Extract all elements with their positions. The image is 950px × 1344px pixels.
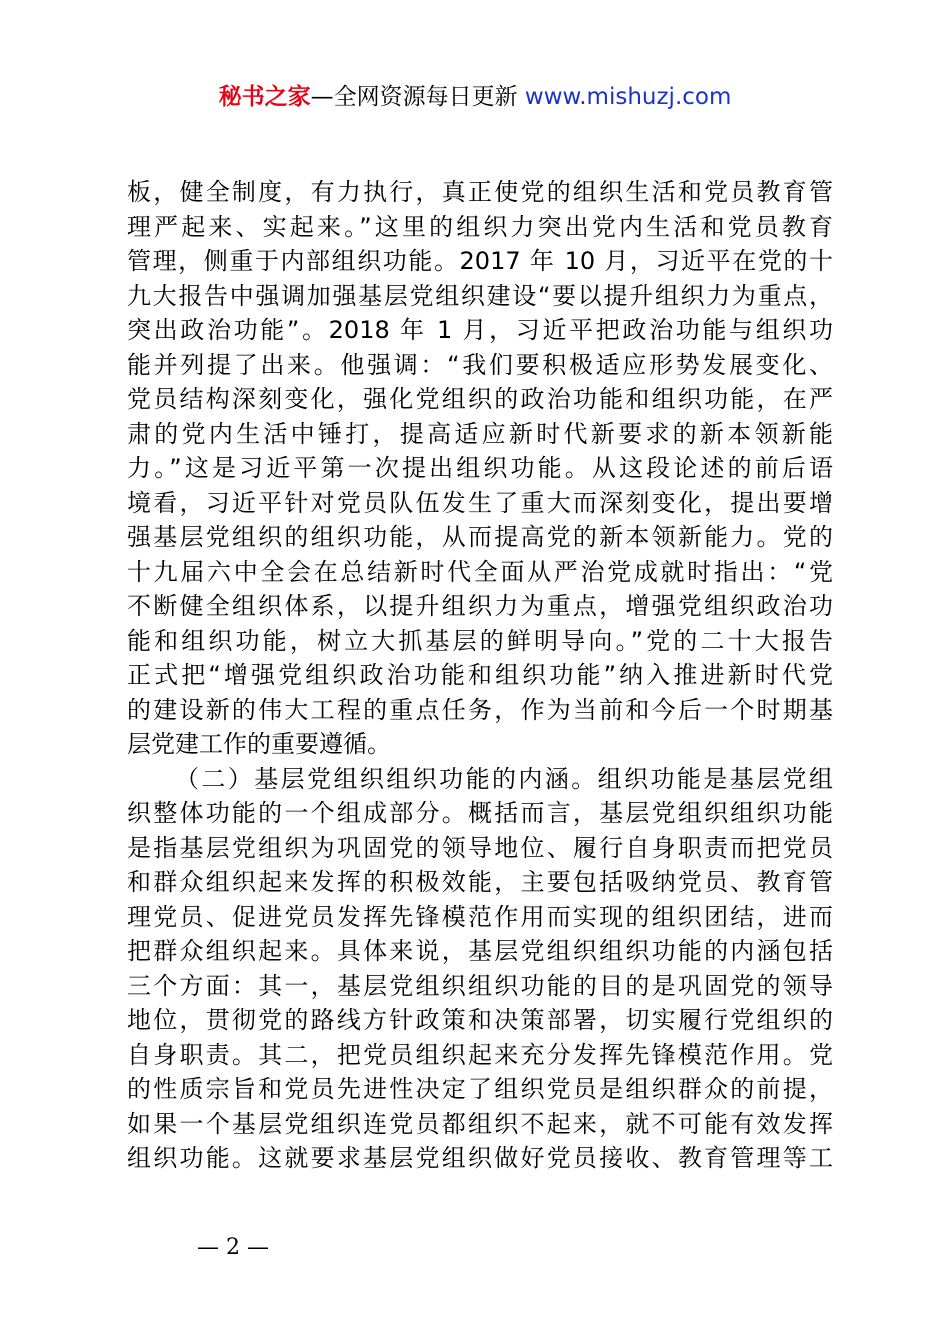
section-heading-line: （二）基层党组织组织功能的内涵。组织功能是基层党组: [175, 764, 833, 793]
text-line: 能和组织功能，树立大抓基层的鲜明导向。”党的二十大报告: [127, 626, 833, 655]
text-line: 板，健全制度，有力执行，真正使党的组织生活和党员教育管: [127, 178, 833, 206]
text-line: 强基层党组织的组织功能，从而提高党的新本领新能力。党的: [127, 523, 833, 551]
text-line: 自身职责。其二，把党员组织起来充分发挥先锋模范作用。党: [127, 1040, 833, 1069]
text-line: 是指基层党组织为巩固党的领导地位、履行自身职责而把党员: [127, 833, 833, 862]
text-line: 把群众组织起来。具体来说，基层党组织组织功能的内涵包括: [127, 937, 833, 965]
brand-name: 秘书之家: [218, 84, 311, 110]
text-line: 地位，贯彻党的路线方针政策和决策部署，切实履行党组织的: [127, 1006, 833, 1034]
page-number: — 2 —: [197, 1235, 269, 1260]
text-line: 十九届六中全会在总结新时代全面从严治党成就时指出：“党: [127, 557, 833, 586]
text-line: 肃的党内生活中锤打，提高适应新时代新要求的新本领新能: [127, 419, 833, 448]
text-line: 组织功能。这就要求基层党组织做好党员接收、教育管理等工: [127, 1144, 833, 1172]
text-line: 能并列提了出来。他强调：“我们要积极适应形势发展变化、: [127, 350, 833, 379]
text-line: 和群众组织起来发挥的积极效能，主要包括吸纳党员、教育管: [127, 868, 833, 896]
text-line: 突出政治功能”。2018 年 1 月，习近平把政治功能与组织功: [127, 316, 833, 344]
text-line: 三个方面：其一，基层党组织组织功能的目的是巩固党的领导: [127, 971, 833, 1000]
text-line: 理党员、促进党员发挥先锋模范作用而实现的组织团结，进而: [127, 902, 833, 931]
text-line: 理严起来、实起来。”这里的组织力突出党内生活和党员教育: [127, 212, 833, 241]
text-line: 不断健全组织体系，以提升组织力为重点，增强党组织政治功: [127, 592, 833, 620]
text-line: 九大报告中强调加强基层党组织建设“要以提升组织力为重点，: [127, 281, 833, 310]
text-line: 党员结构深刻变化，强化党组织的政治功能和组织功能，在严: [127, 385, 833, 413]
document-body: [127, 175, 833, 1176]
text-line: 织整体功能的一个组成部分。概括而言，基层党组织组织功能: [127, 799, 833, 827]
text-line: 如果一个基层党组织连党员都组织不起来，就不可能有效发挥: [127, 1109, 833, 1138]
text-line: 境看，习近平针对党员队伍发生了重大而深刻变化，提出要增: [127, 488, 833, 517]
text-line: 正式把“增强党组织政治功能和组织功能”纳入推进新时代党: [127, 661, 833, 689]
text-line: 力。”这是习近平第一次提出组织功能。从这段论述的前后语: [127, 454, 833, 482]
header-tagline: —全网资源每日更新: [310, 84, 518, 110]
page-header: [0, 80, 950, 114]
text-line: 的建设新的伟大工程的重点任务，作为当前和今后一个时期基: [127, 695, 833, 724]
website-link[interactable]: www.mishuzj.com: [524, 84, 732, 110]
paragraph-end-line: 层党建工作的重要遵循。: [127, 730, 391, 758]
text-line: 的性质宗旨和党员先进性决定了组织党员是组织群众的前提，: [127, 1075, 833, 1103]
text-line: 管理，侧重于内部组织功能。2017 年 10 月，习近平在党的十: [127, 247, 833, 275]
